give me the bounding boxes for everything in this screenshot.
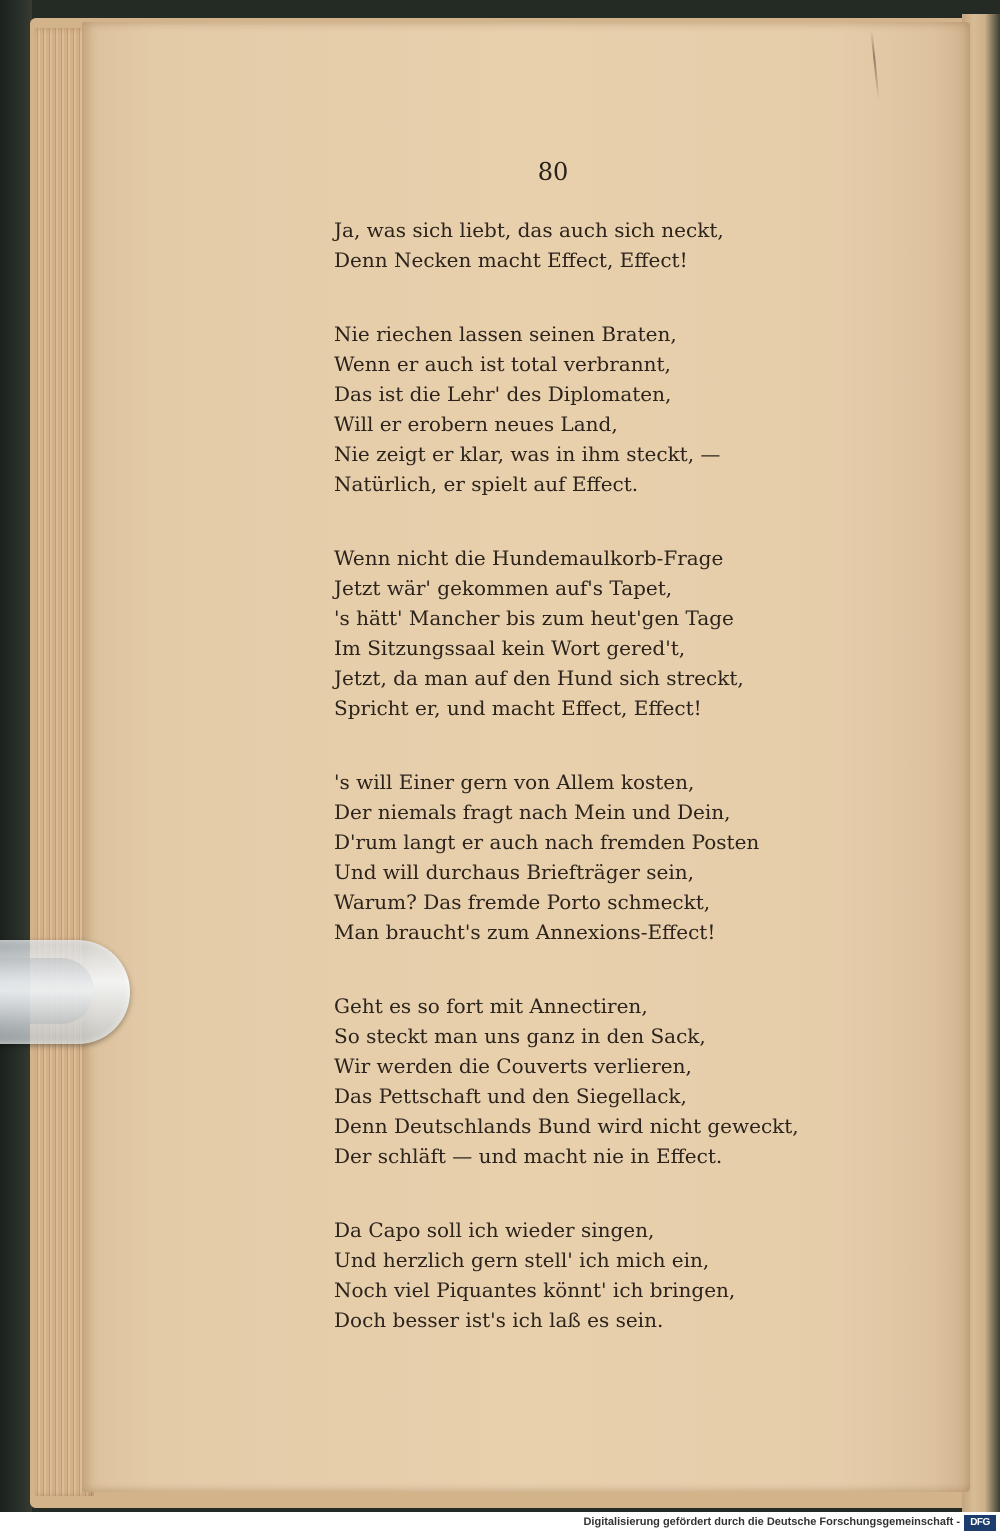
verse-line: Man braucht's zum Annexions-Effect! <box>334 920 716 944</box>
verse-line: Und herzlich gern stell' ich mich ein, <box>334 1248 710 1272</box>
verse-line: Denn Necken macht Effect, Effect! <box>334 248 688 272</box>
stanza <box>334 991 814 1171</box>
stanza <box>334 1215 814 1335</box>
page-clip-inner <box>0 958 94 1024</box>
verse-line: Warum? Das fremde Porto schmeckt, <box>334 890 711 914</box>
verse-line: Noch viel Piquantes könnt' ich bringen, <box>334 1278 736 1302</box>
verse-line: Der niemals fragt nach Mein und Dein, <box>334 800 731 824</box>
verse-line: Und will durchaus Briefträger sein, <box>334 860 695 884</box>
verse-line: Der schläft — und macht nie in Effect. <box>334 1144 723 1168</box>
verse-line: Jetzt, da man auf den Hund sich streckt, <box>334 666 744 690</box>
verse-line: Wir werden die Couverts verlieren, <box>334 1054 692 1078</box>
stanza <box>334 767 814 947</box>
verse-line: Wenn nicht die Hundemaulkorb-Frage <box>334 546 724 570</box>
verse-line: Jetzt wär' gekommen auf's Tapet, <box>334 576 673 600</box>
verse-line: Im Sitzungssaal kein Wort gered't, <box>334 636 686 660</box>
poem-text <box>334 215 814 1379</box>
verse-line: D'rum langt er auch nach fremden Posten <box>334 830 760 854</box>
verse-line: 's will Einer gern von Allem kosten, <box>334 770 695 794</box>
verse-line: 's hätt' Mancher bis zum heut'gen Tage <box>334 606 734 630</box>
verse-line: Spricht er, und macht Effect, Effect! <box>334 696 702 720</box>
dfg-logo: DFG <box>964 1515 996 1531</box>
verse-line: Denn Deutschlands Bund wird nicht geweckt, <box>334 1114 799 1138</box>
digitization-credit: Digitalisierung gefördert durch die Deutsche Forschungsgemeinschaft - <box>583 1516 960 1528</box>
stanza <box>334 543 814 723</box>
verse-line: Nie zeigt er klar, was in ihm steckt, — <box>334 442 721 466</box>
page-number: 80 <box>537 158 569 186</box>
scanner-background <box>0 0 32 1535</box>
verse-line: Will er erobern neues Land, <box>334 412 618 436</box>
verse-line: Wenn er auch ist total verbrannt, <box>334 352 671 376</box>
verse-line: Ja, was sich liebt, das auch sich neckt, <box>334 218 724 242</box>
verse-line: Das Pettschaft und den Siegellack, <box>334 1084 687 1108</box>
stanza <box>334 319 814 499</box>
verse-line: Nie riechen lassen seinen Braten, <box>334 322 677 346</box>
verse-line: Natürlich, er spielt auf Effect. <box>334 472 639 496</box>
stanza <box>334 215 814 275</box>
verse-line: Da Capo soll ich wieder singen, <box>334 1218 655 1242</box>
page-clip <box>0 940 130 1044</box>
verse-line: Geht es so fort mit Annectiren, <box>334 994 648 1018</box>
verse-line: Doch besser ist's ich laß es sein. <box>334 1308 664 1332</box>
verse-line: So steckt man uns ganz in den Sack, <box>334 1024 706 1048</box>
verse-line: Das ist die Lehr' des Diplomaten, <box>334 382 672 406</box>
